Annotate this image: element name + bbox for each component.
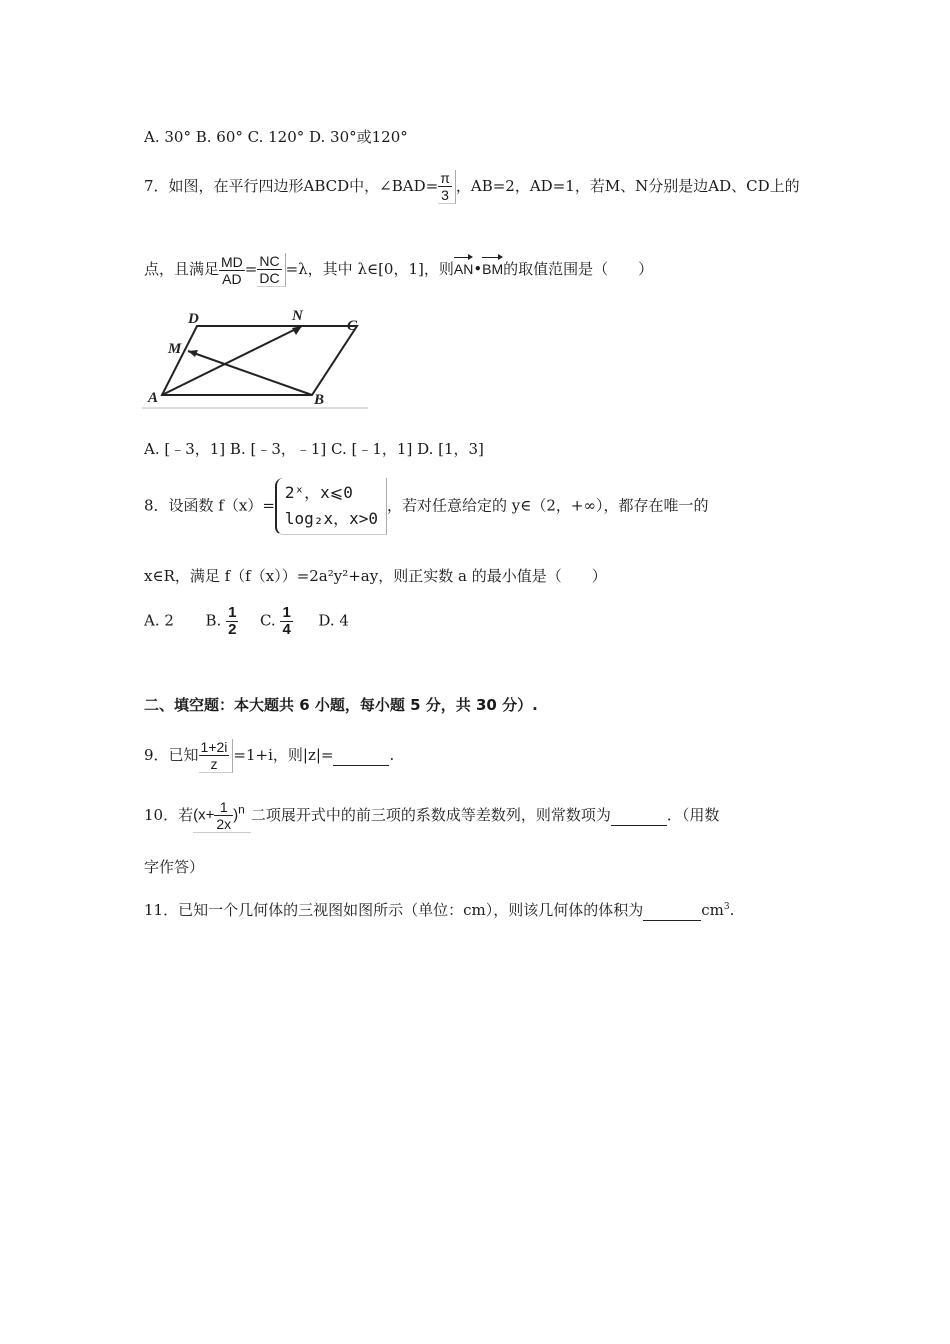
q11-text: 11．已知一个几何体的三视图如图所示（单位：cm），则该几何体的体积为 — [144, 901, 644, 919]
parallelogram-figure — [142, 300, 370, 412]
label-c: C — [347, 318, 358, 334]
q8-opt-c-label: C. — [259, 611, 276, 630]
label-a: A — [148, 390, 159, 406]
piecewise-function — [275, 478, 387, 535]
section-2-heading: 二、填空题：本大题共 6 小题，每小题 5 分，共 30 分）. — [144, 696, 538, 714]
vector-bm: BM — [482, 253, 503, 279]
label-b: B — [314, 392, 325, 408]
q8-opt-c-fraction — [280, 605, 292, 638]
frac2-num: NC — [259, 253, 280, 269]
q7-line2-prefix: 点，且满足 — [144, 260, 220, 278]
q8-line2: x∈R，满足 f（f（x））=2a²y²+ay，则正实数 a 的最小值是（ ） — [144, 567, 607, 585]
q7-line2 — [144, 253, 653, 287]
q8-options — [144, 605, 349, 638]
label-d: D — [188, 311, 199, 327]
q9-end: . — [389, 746, 395, 764]
q11-end: . — [729, 901, 735, 919]
q10-den: 2x — [216, 816, 232, 832]
q10-line1 — [144, 799, 719, 833]
q11-unit-exp: 3 — [723, 902, 730, 912]
q8-opt-a: A. 2 — [144, 611, 174, 630]
q8-line1 — [144, 478, 708, 535]
case-2: log₂x，x>0 — [284, 509, 378, 528]
q9-num: 1+2i — [200, 739, 228, 755]
dot-operator: • — [473, 260, 483, 278]
vector-an: AN — [454, 253, 473, 279]
frac1-den: AD — [222, 270, 242, 287]
q10-suffix: 二项展开式中的前三项的系数成等差数列，则常数项为 — [250, 806, 611, 824]
q10-end: ．（用数 — [666, 806, 720, 824]
q10-exponent: n — [238, 802, 245, 817]
q9-prefix: 9．已知 — [144, 746, 199, 764]
label-m: M — [168, 341, 182, 357]
q9-fraction — [199, 739, 234, 773]
opt-b-den: 2 — [228, 621, 237, 638]
q10-num: 1 — [214, 799, 233, 816]
q10-binomial — [193, 799, 251, 833]
md-ad-fraction — [219, 254, 245, 287]
q11-answer-blank[interactable] — [643, 900, 701, 921]
q9-line — [144, 739, 394, 773]
opt-b-num: 1 — [228, 604, 237, 621]
q8-prefix: 8．设函数 f（x）= — [144, 496, 275, 515]
q9-answer-blank[interactable] — [333, 745, 389, 766]
q10-answer-blank[interactable] — [611, 805, 667, 826]
q10-prefix: 10．若 — [144, 806, 194, 824]
opt-c-den: 4 — [282, 621, 291, 638]
q8-suffix: ，若对任意给定的 y∈（2，+∞），都存在唯一的 — [386, 496, 709, 515]
q7-suffix: ，AB=2，AD=1，若M、N分别是边AD、CD上的 — [455, 177, 800, 195]
arrow-bm-head — [188, 350, 198, 357]
parallelogram-abcd — [162, 326, 357, 395]
frac1-num: MD — [221, 253, 243, 270]
nc-dc-fraction — [257, 253, 285, 287]
q7-prefix: 7．如图，在平行四边形ABCD中，∠BAD= — [144, 177, 439, 195]
q7-line2-mid: =λ，其中 λ∈[0，1]，则 — [285, 260, 454, 278]
angle-den: 3 — [441, 187, 449, 203]
q8-opt-d: D. 4 — [318, 611, 349, 630]
q11-unit: cm — [701, 901, 724, 919]
q9-suffix: =1+i，则|z|= — [233, 746, 334, 764]
case-1: 2ˣ，x⩽0 — [284, 483, 353, 502]
q10-open: (x+ — [193, 806, 215, 824]
q7-line1 — [144, 170, 800, 204]
angle-fraction — [438, 170, 456, 204]
q6-options: A. 30° B. 60° C. 120° D. 30°或120° — [144, 128, 408, 146]
opt-c-num: 1 — [282, 604, 291, 621]
q9-den: z — [210, 756, 218, 772]
q10-close: ) — [233, 806, 239, 824]
frac2-den: DC — [259, 270, 280, 286]
q8-opt-b-fraction — [226, 605, 238, 638]
q8-opt-b-label: B. — [205, 611, 222, 630]
equals: = — [244, 260, 258, 278]
angle-num: π — [440, 170, 450, 186]
q10-line2: 字作答） — [144, 858, 205, 876]
q10-fraction — [214, 799, 233, 832]
q7-options: A. [﹣3，1] B. [﹣3，﹣1] C. [﹣1，1] D. [1，3] — [144, 440, 484, 458]
label-n: N — [292, 308, 303, 324]
q11-line — [144, 897, 734, 921]
arrow-an-head — [292, 326, 302, 335]
q7-line2-suffix: 的取值范围是（ ） — [503, 260, 654, 278]
